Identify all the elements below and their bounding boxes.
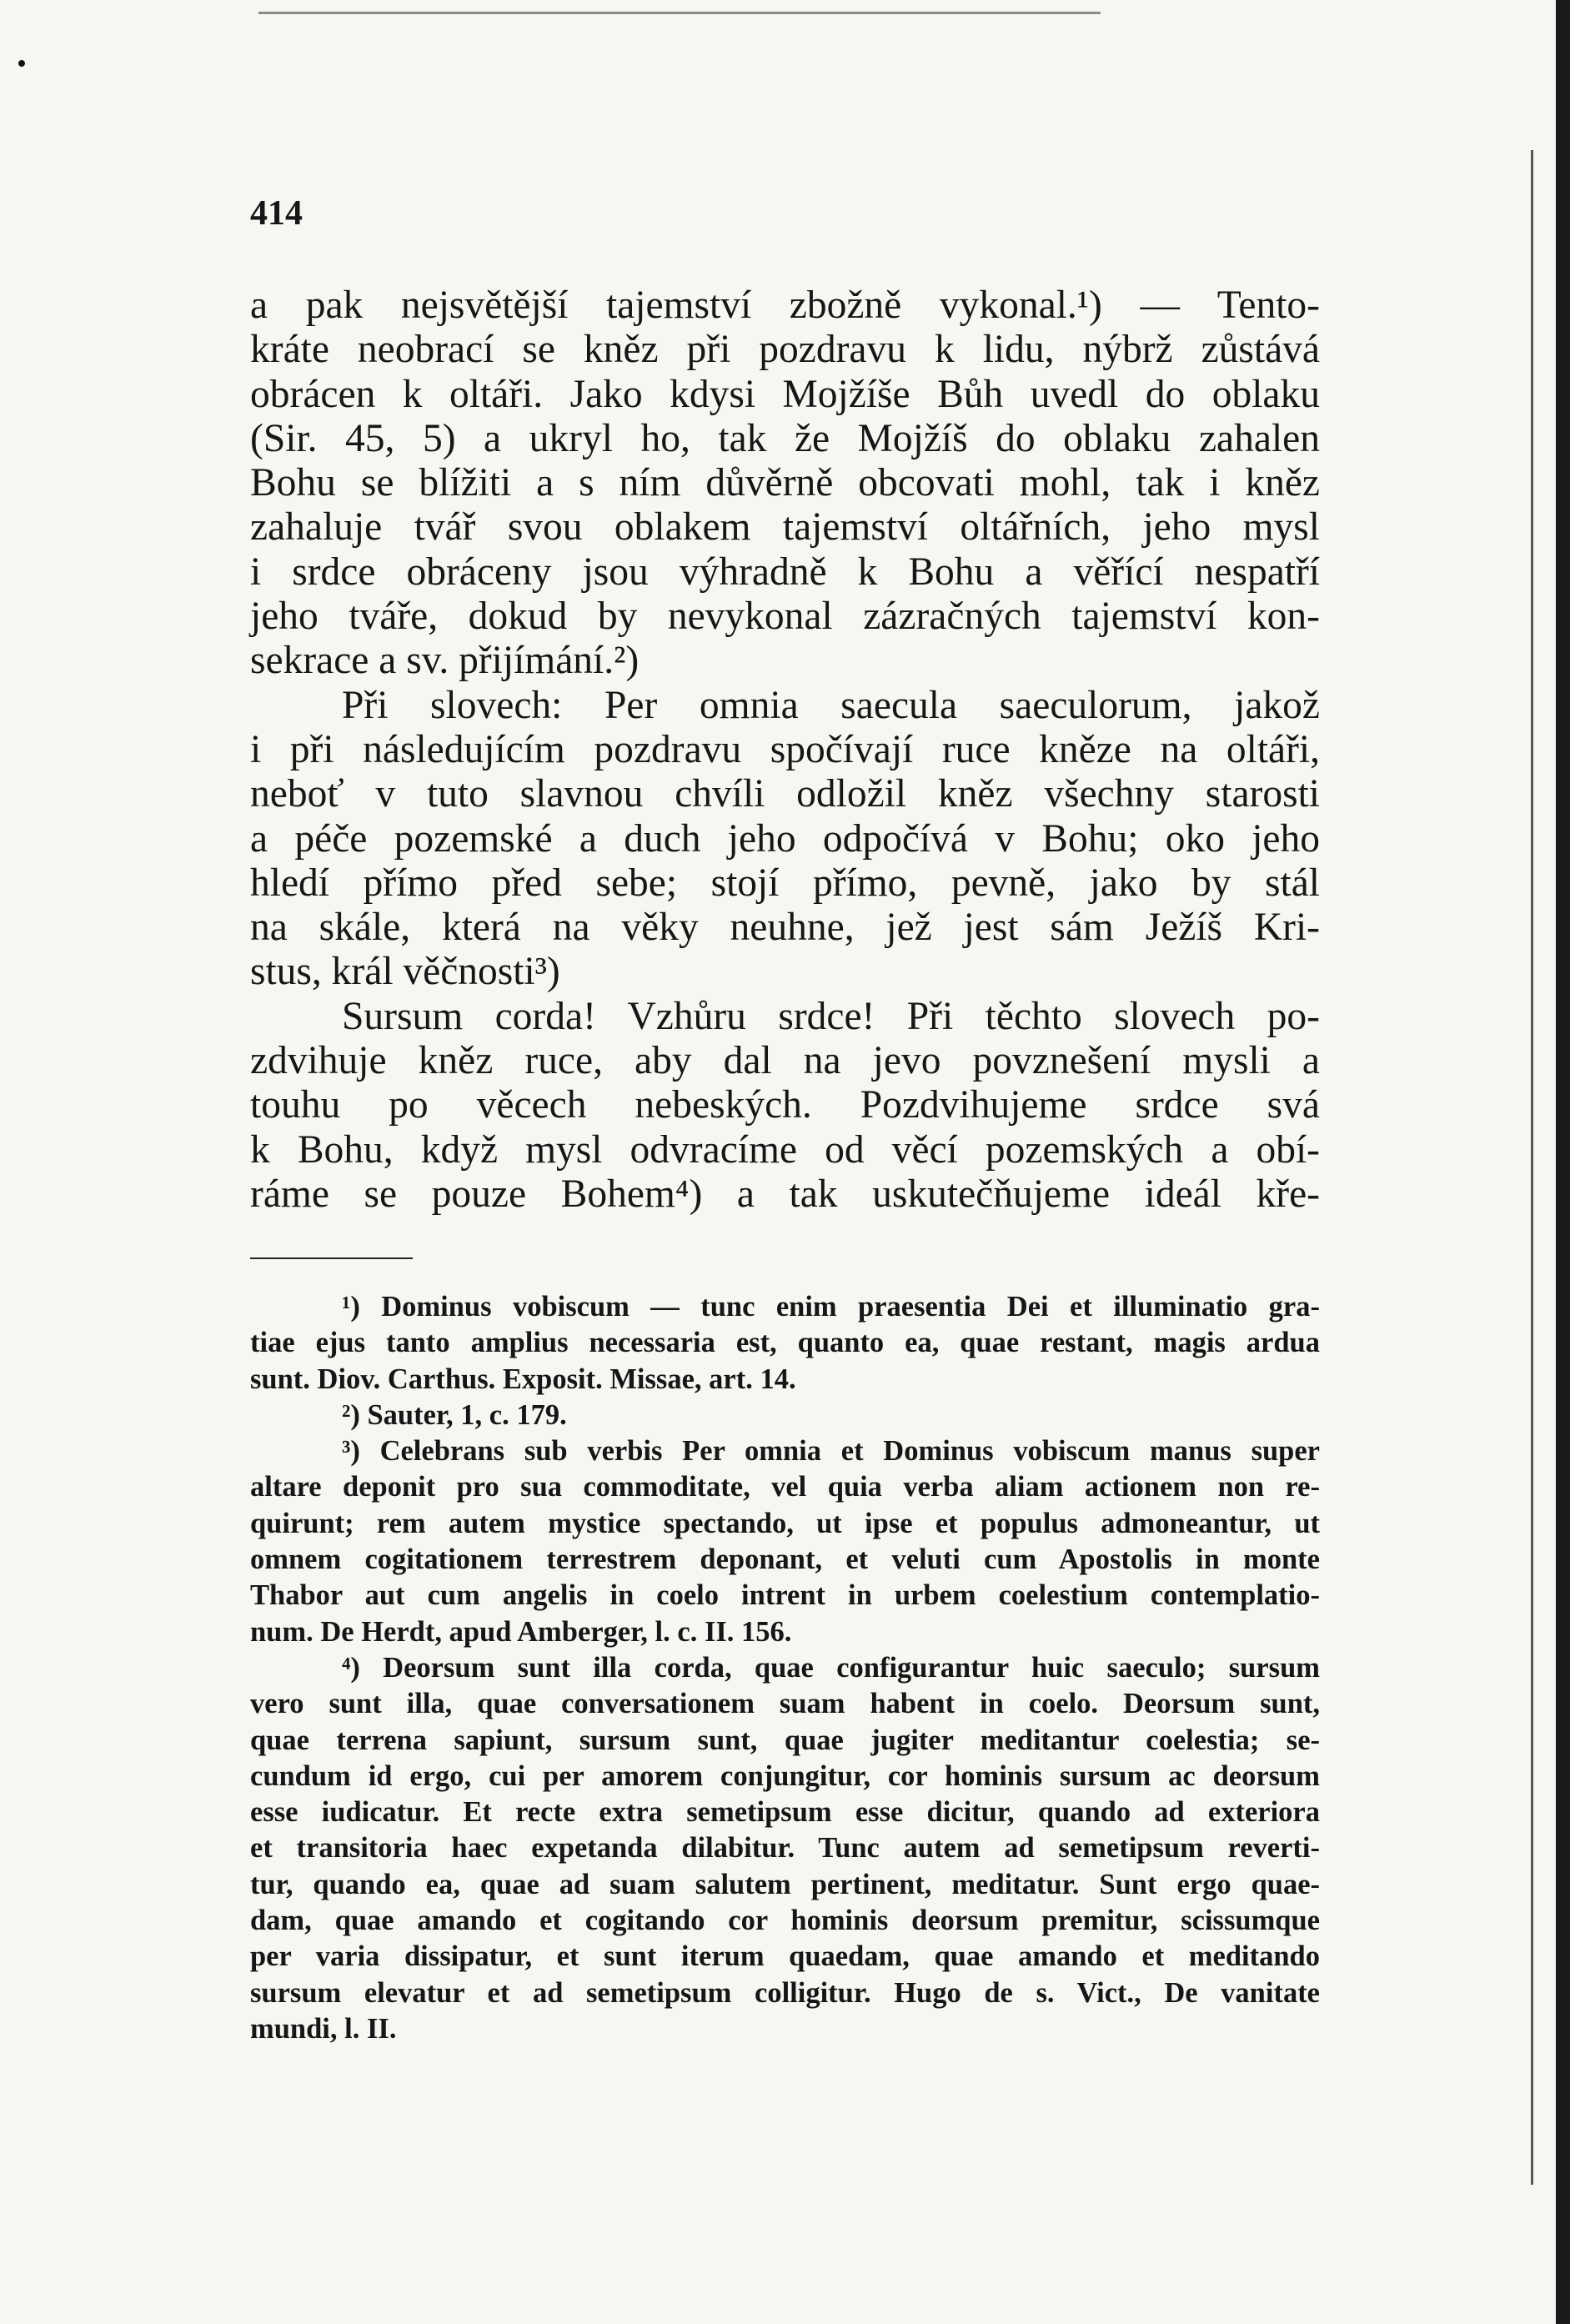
text-line: a péče pozemské a duch jeho odpočívá v Bohu; oko jeho — [250, 816, 1320, 861]
footnote-line: mundi, l. II. — [250, 2012, 397, 2045]
text-line: sekrace a sv. přijímání.²) — [250, 639, 640, 683]
page-edge-shadow — [1531, 150, 1533, 2185]
text-line: (Sir. 45, 5) a ukryl ho, tak že Mojžíš do oblaku zahalen — [250, 416, 1320, 460]
footnote-line: ³) Celebrans sub verbis Per omnia et Dominus vobiscum manus super — [342, 1435, 1320, 1468]
footnote-line: tiae ejus tanto amplius necessaria est, quanto ea, quae restant, magis ardua — [250, 1327, 1320, 1359]
text-line: i při následujícím pozdravu spočívají ruce kněze na oltáři, — [250, 727, 1320, 771]
text-line: zdvihuje kněz ruce, aby dal na jevo povznešení mysli a — [250, 1039, 1320, 1083]
text-line: jeho tváře, dokud by nevykonal zázračných tajemství kon- — [250, 595, 1320, 639]
text-line: obrácen k oltáři. Jako kdysi Mojžíše Bůh uvedl do oblaku — [250, 372, 1320, 416]
text-line: Bohu se blížiti a s ním důvěrně obcovati mohl, tak i kněz — [250, 461, 1320, 505]
text-line: kráte neobrací se kněz při pozdravu k lidu, nýbrž zůstává — [250, 328, 1320, 372]
main-text — [250, 284, 1320, 1217]
footnotes — [250, 1289, 1320, 2047]
footnote-line: ²) Sauter, 1, c. 179. — [342, 1398, 567, 1431]
text-line: ráme se pouze Bohem⁴) a tak uskutečňujeme ideál kře- — [250, 1172, 1320, 1216]
text-line: stus, král věčnosti³) — [250, 950, 560, 994]
text-line: na skále, která na věky neuhne, jež jest sám Ježíš Kri- — [250, 906, 1320, 950]
text-line: Sursum corda! Vzhůru srdce! Při těchto slovech po- — [342, 994, 1320, 1038]
text-line: a pak nejsvětější tajemství zbožně vykonal.¹) — Tento- — [250, 284, 1320, 327]
text-line: i srdce obráceny jsou výhradně k Bohu a věřící nespatří — [250, 550, 1320, 594]
footnote-line: num. De Herdt, apud Amberger, l. c. II. 156. — [250, 1615, 792, 1648]
footnote-line: ⁴) Deorsum sunt illa corda, quae configurantur huic saeculo; sursum — [342, 1651, 1320, 1684]
text-line: neboť v tuto slavnou chvíli odložil kněz všechny starosti — [250, 772, 1320, 816]
footnote-line: sursum elevatur et ad semetipsum colligitur. Hugo de s. Vict., De vanitate — [250, 1976, 1320, 2009]
scan-right-edge — [1556, 0, 1570, 2324]
footnote-line: quae terrena sapiunt, sursum sunt, quae jugiter meditantur coelestia; se- — [250, 1724, 1320, 1756]
footnote-line: sunt. Diov. Carthus. Exposit. Missae, art. 14. — [250, 1363, 796, 1395]
text-line: touhu po věcech nebeských. Pozdvihujeme srdce svá — [250, 1083, 1320, 1127]
text-line: zahaluje tvář svou oblakem tajemství oltářních, jeho mysl — [250, 505, 1320, 550]
footnote-line: cundum id ergo, cui per amorem conjungitur, cor hominis sursum ac deorsum — [250, 1759, 1320, 1792]
footnote-line: et transitoria haec expetanda dilabitur. Tunc autem ad semetipsum reverti- — [250, 1832, 1320, 1865]
footnote-line: ¹) Dominus vobiscum — tunc enim praesentia Dei et illuminatio gra- — [342, 1291, 1320, 1323]
text-line: hledí přímo před sebe; stojí přímo, pevně, jako by stál — [250, 861, 1320, 905]
top-border-line — [258, 12, 1101, 14]
footnote-line: altare deponit pro sua commoditate, vel quia verba aliam actionem non re- — [250, 1471, 1320, 1503]
footnote-rule — [250, 1257, 413, 1259]
footnote-line: quirunt; rem autem mystice spectando, ut ipse et populus admoneantur, ut — [250, 1507, 1320, 1539]
footnote-line: vero sunt illa, quae conversationem suam habent in coelo. Deorsum sunt, — [250, 1688, 1320, 1720]
footnote-line: esse iudicatur. Et recte extra semetipsum esse dicitur, quando ad exteriora — [250, 1796, 1320, 1829]
footnote-line: tur, quando ea, quae ad suam salutem pertinent, meditatur. Sunt ergo quae- — [250, 1868, 1320, 1900]
footnote-line: omnem cogitationem terrestrem deponant, et veluti cum Apostolis in monte — [250, 1543, 1320, 1576]
page-number: 414 — [250, 194, 303, 233]
footnote-line: Thabor aut cum angelis in coelo intrent in urbem coelestium contemplatio- — [250, 1579, 1320, 1612]
text-line: k Bohu, když mysl odvracíme od věcí pozemských a obí- — [250, 1127, 1320, 1172]
footnote-line: per varia dissipatur, et sunt iterum quaedam, quae amando et meditando — [250, 1940, 1320, 1973]
footnote-line: dam, quae amando et cogitando cor hominis deorsum premitur, scissumque — [250, 1905, 1320, 1937]
scan-speck — [18, 60, 25, 67]
text-line: Při slovech: Per omnia saecula saeculorum, jakož — [342, 683, 1320, 727]
